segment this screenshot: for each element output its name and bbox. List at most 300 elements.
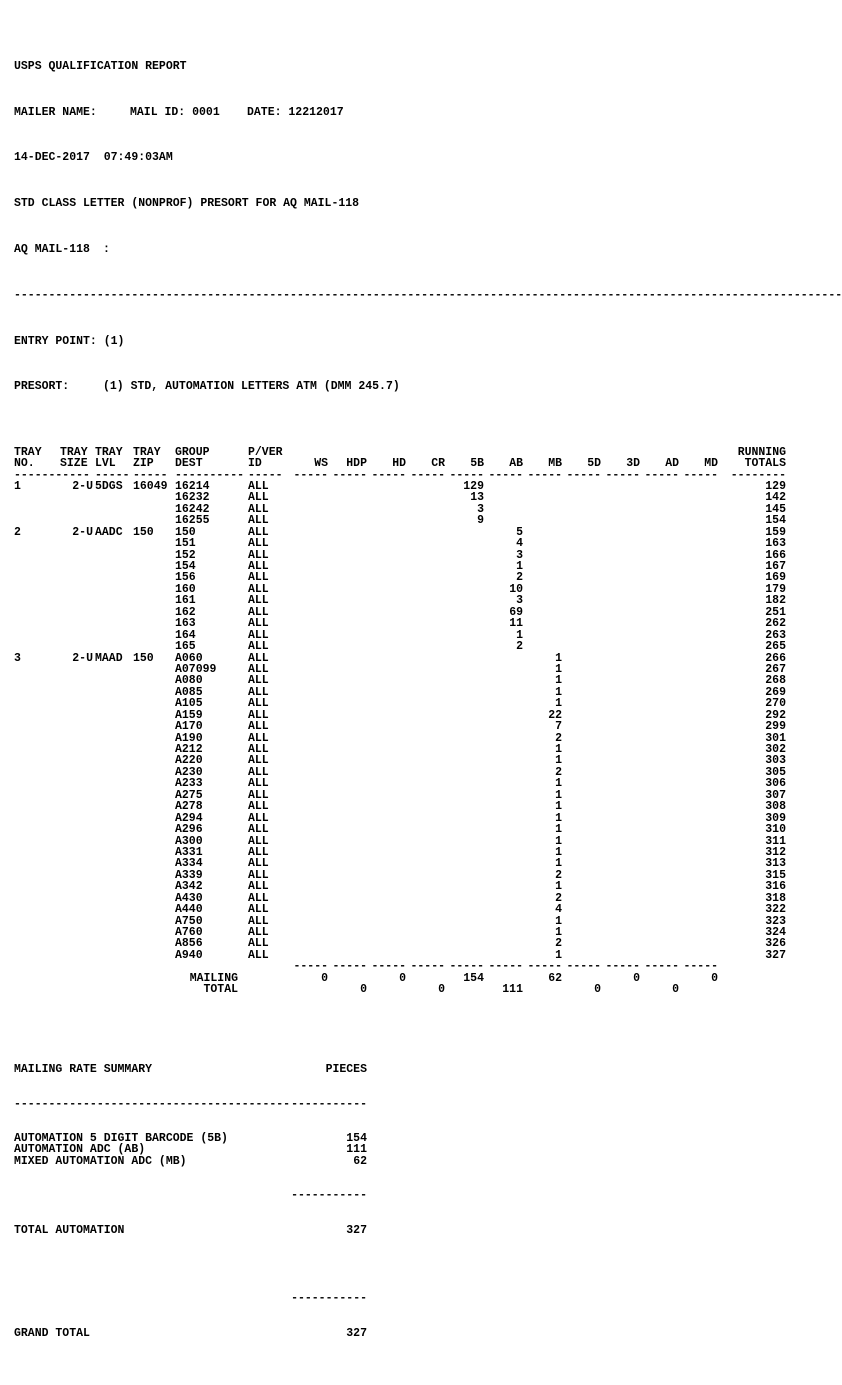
cell-5D [562, 698, 601, 709]
cell-group-dest: A339 [175, 868, 203, 882]
table-row [14, 790, 790, 801]
cell-tray-no [14, 687, 60, 698]
cell-MD [679, 572, 718, 583]
table-row [14, 618, 790, 629]
cell-pver-id: ALL [248, 479, 269, 493]
separator-cell: ----------- [14, 468, 90, 482]
cell-5D [562, 538, 601, 549]
cell-tray-no [14, 950, 60, 961]
table-row [14, 916, 790, 927]
cell-3D [601, 675, 640, 686]
cell-AD [640, 927, 679, 938]
cell-group-dest: A430 [175, 891, 203, 905]
cell-tray-lvl [95, 744, 133, 755]
cell-pver-id: ALL [248, 651, 269, 665]
cell-MB: 2 [555, 868, 562, 882]
cell-tray-size [60, 836, 95, 847]
cell-tray-no [14, 550, 60, 561]
cell-CR [406, 492, 445, 503]
cell-HD [367, 733, 406, 744]
cell-5D [562, 778, 601, 789]
cell-tray-size [60, 515, 95, 526]
cell-3D [601, 938, 640, 949]
cell-5D [562, 572, 601, 583]
cell-HD [367, 904, 406, 915]
summary-row-label: AUTOMATION ADC (AB) [14, 1143, 146, 1157]
cell-group-dest: 162 [175, 605, 196, 619]
cell-HDP [328, 881, 367, 892]
cell-5B [445, 630, 484, 641]
cell-MD [679, 824, 718, 835]
cell-tray-zip [133, 847, 175, 858]
cell-MD [679, 675, 718, 686]
header-cell: CR [431, 457, 445, 471]
total-cell-HDP: 0 [360, 983, 367, 997]
cell-HD [367, 527, 406, 538]
cell-HDP [328, 595, 367, 606]
cell-AB: 3 [516, 594, 523, 608]
cell-5D [562, 504, 601, 515]
cell-HD [367, 755, 406, 766]
cell-AB: 11 [509, 617, 523, 631]
cell-tray-lvl [95, 572, 133, 583]
total-cell-AD: 0 [672, 983, 679, 997]
cell-tray-no [14, 916, 60, 927]
cell-MB: 1 [555, 823, 562, 837]
cell-HD [367, 653, 406, 664]
cell-running-total: 163 [765, 537, 786, 551]
cell-pver-id: ALL [248, 685, 269, 699]
cell-AD [640, 675, 679, 686]
cell-5B [445, 824, 484, 835]
cell-MB: 1 [555, 926, 562, 940]
cell-HDP [328, 744, 367, 755]
separator-cell: ----- [527, 468, 562, 482]
header-cell: AB [509, 457, 523, 471]
cell-tray-zip [133, 550, 175, 561]
cell-tray-lvl [95, 550, 133, 561]
cell-tray-zip [133, 824, 175, 835]
cell-CR [406, 698, 445, 709]
cell-5B [445, 538, 484, 549]
cell-group-dest: A760 [175, 926, 203, 940]
cell-group-dest: A294 [175, 811, 203, 825]
table-row [14, 721, 790, 732]
cell-MD [679, 687, 718, 698]
cell-WS [289, 618, 328, 629]
cell-AB [484, 881, 523, 892]
total-cell-CR: 0 [438, 983, 445, 997]
cell-AD [640, 813, 679, 824]
separator-cell: ----- [605, 468, 640, 482]
cell-AD [640, 561, 679, 572]
cell-HD [367, 584, 406, 595]
cell-tray-zip [133, 630, 175, 641]
cell-3D [601, 813, 640, 824]
cell-CR [406, 721, 445, 732]
cell-CR [406, 893, 445, 904]
cell-5B [445, 801, 484, 812]
cell-HDP [328, 938, 367, 949]
cell-tray-lvl [95, 733, 133, 744]
pieces-column-label: PIECES [325, 1063, 367, 1077]
cell-MD [679, 550, 718, 561]
cell-CR [406, 481, 445, 492]
total-cell-AB: 111 [502, 983, 523, 997]
cell-running-total: 262 [765, 617, 786, 631]
cell-CR [406, 824, 445, 835]
cell-3D [601, 733, 640, 744]
header-cell: ZIP [133, 457, 154, 471]
cell-AB: 69 [509, 605, 523, 619]
cell-tray-lvl [95, 515, 133, 526]
cell-3D [601, 561, 640, 572]
cell-5B [445, 641, 484, 652]
cell-MB: 1 [555, 685, 562, 699]
cell-AD [640, 721, 679, 732]
cell-pver-id: ALL [248, 525, 269, 539]
cell-AD [640, 698, 679, 709]
cell-group-dest: 160 [175, 582, 196, 596]
cell-5B [445, 904, 484, 915]
separator-cell: ----- [332, 468, 367, 482]
cell-MB [523, 561, 562, 572]
cell-running-total: 311 [765, 834, 786, 848]
summary-row-value: 62 [353, 1154, 367, 1168]
cell-running-total: 154 [765, 514, 786, 528]
separator-cell: ----- [566, 960, 601, 974]
cell-tray-zip [133, 641, 175, 652]
cell-pver-id: ALL [248, 662, 269, 676]
cell-5B [445, 836, 484, 847]
cell-WS [289, 527, 328, 538]
cell-AB [484, 687, 523, 698]
cell-pver-id: ALL [248, 788, 269, 802]
cell-AB [484, 492, 523, 503]
cell-tray-no [14, 733, 60, 744]
cell-WS [289, 481, 328, 492]
cell-MB: 1 [555, 651, 562, 665]
summary-separator-right: ----------- [291, 1097, 367, 1111]
total-cell-WS: 0 [321, 971, 328, 985]
cell-MD [679, 938, 718, 949]
cell-MB: 7 [555, 720, 562, 734]
cell-3D [601, 721, 640, 732]
cell-5D [562, 687, 601, 698]
cell-tray-size [60, 790, 95, 801]
cell-AB: 2 [516, 640, 523, 654]
cell-tray-no [14, 847, 60, 858]
cell-tray-zip [133, 836, 175, 847]
cell-tray-zip [133, 572, 175, 583]
cell-5D [562, 584, 601, 595]
cell-HDP [328, 858, 367, 869]
cell-AD [640, 515, 679, 526]
cell-tray-no [14, 595, 60, 606]
table-row [14, 607, 790, 618]
cell-tray-no [14, 561, 60, 572]
table-row [14, 824, 790, 835]
summary-blank-line [14, 1259, 790, 1270]
cell-MB [523, 584, 562, 595]
cell-tray-no: 3 [14, 651, 21, 665]
cell-3D [601, 858, 640, 869]
cell-tray-size [60, 778, 95, 789]
cell-running-total: 179 [765, 582, 786, 596]
cell-WS [289, 904, 328, 915]
cell-3D [601, 778, 640, 789]
cell-pver-id: ALL [248, 754, 269, 768]
cell-pver-id: ALL [248, 731, 269, 745]
cell-MB: 1 [555, 834, 562, 848]
cell-HD [367, 687, 406, 698]
cell-running-total: 159 [765, 525, 786, 539]
cell-group-dest: 154 [175, 560, 196, 574]
cell-HDP [328, 778, 367, 789]
cell-tray-lvl [95, 492, 133, 503]
cell-WS [289, 653, 328, 664]
cell-3D [601, 687, 640, 698]
cell-pver-id: ALL [248, 640, 269, 654]
run-datetime: 14-DEC-2017 07:49:03AM [14, 151, 173, 165]
total-cell-MD: 0 [711, 971, 718, 985]
cell-AD [640, 938, 679, 949]
cell-WS [289, 641, 328, 652]
total-cell-MD [679, 984, 718, 995]
cell-tray-zip: 150 [133, 651, 154, 665]
cell-AD [640, 572, 679, 583]
table-row [14, 481, 790, 492]
cell-3D [601, 492, 640, 503]
cell-AD [640, 584, 679, 595]
cell-tray-size [60, 675, 95, 686]
cell-HD [367, 641, 406, 652]
cell-HDP [328, 767, 367, 778]
cell-group-dest: A190 [175, 731, 203, 745]
cell-AD [640, 916, 679, 927]
cell-5D [562, 653, 601, 664]
cell-CR [406, 504, 445, 515]
cell-MB [523, 618, 562, 629]
cell-HDP [328, 733, 367, 744]
table-row [14, 767, 790, 778]
cell-tray-size [60, 595, 95, 606]
cell-tray-lvl: AADC [95, 525, 123, 539]
table-row [14, 550, 790, 561]
cell-pver-id: ALL [248, 743, 269, 757]
cell-AB [484, 664, 523, 675]
cell-tray-no [14, 836, 60, 847]
cell-MB: 1 [555, 857, 562, 871]
cell-pver-id: ALL [248, 582, 269, 596]
separator-cell: ----- [293, 960, 328, 974]
cell-running-total: 308 [765, 800, 786, 814]
header-cell: MB [548, 457, 562, 471]
cell-HDP [328, 538, 367, 549]
cell-tray-size [60, 607, 95, 618]
cell-HD [367, 744, 406, 755]
cell-5B [445, 550, 484, 561]
header-cell: SIZE [60, 457, 88, 471]
total-cell-WS [289, 984, 328, 995]
cell-CR [406, 881, 445, 892]
cell-5B [445, 755, 484, 766]
cell-MD [679, 767, 718, 778]
separator-cell: ----- [566, 468, 601, 482]
mailing-total-label: TOTAL [203, 983, 238, 997]
cell-pver-id: ALL [248, 845, 269, 859]
cell-running-total: 267 [765, 662, 786, 676]
cell-group-dest: 16232 [175, 491, 210, 505]
cell-group-dest: 152 [175, 548, 196, 562]
cell-pver-id: ALL [248, 880, 269, 894]
mailing-total-label: MAILING [189, 971, 238, 985]
cell-AB: 1 [516, 560, 523, 574]
cell-MB: 2 [555, 891, 562, 905]
table-row [14, 572, 790, 583]
cell-tray-lvl [95, 641, 133, 652]
cell-3D [601, 664, 640, 675]
header-cell: DEST [175, 457, 203, 471]
cell-AD [640, 641, 679, 652]
cell-AB [484, 790, 523, 801]
cell-5B [445, 584, 484, 595]
cell-MD [679, 527, 718, 538]
cell-group-dest: A856 [175, 937, 203, 951]
cell-MD [679, 630, 718, 641]
cell-3D [601, 755, 640, 766]
table-header-row-2 [14, 458, 790, 469]
cell-5D [562, 744, 601, 755]
cell-5D [562, 881, 601, 892]
total-cell-MB: 62 [548, 971, 562, 985]
cell-tray-size [60, 561, 95, 572]
cell-MD [679, 641, 718, 652]
cell-WS [289, 733, 328, 744]
cell-tray-lvl [95, 881, 133, 892]
header-cell: AD [665, 457, 679, 471]
cell-CR [406, 664, 445, 675]
cell-tray-lvl [95, 790, 133, 801]
cell-AD [640, 893, 679, 904]
cell-MD [679, 607, 718, 618]
cell-MB: 1 [555, 754, 562, 768]
cell-running-total: 318 [765, 891, 786, 905]
cell-group-dest: 16214 [175, 479, 210, 493]
cell-running-total: 327 [765, 948, 786, 962]
header-cell: ID [248, 457, 262, 471]
cell-WS [289, 504, 328, 515]
cell-CR [406, 916, 445, 927]
cell-tray-zip [133, 561, 175, 572]
cell-HD [367, 664, 406, 675]
cell-tray-size [60, 721, 95, 732]
cell-HDP [328, 561, 367, 572]
cell-group-dest: A085 [175, 685, 203, 699]
cell-running-total: 269 [765, 685, 786, 699]
cell-group-dest: A07099 [175, 662, 217, 676]
cell-tray-lvl [95, 584, 133, 595]
cell-HDP [328, 527, 367, 538]
cell-HD [367, 595, 406, 606]
cell-AB [484, 870, 523, 881]
cell-tray-no [14, 824, 60, 835]
total-automation-label: TOTAL AUTOMATION [14, 1223, 125, 1237]
cell-pver-id: ALL [248, 720, 269, 734]
cell-running-total: 142 [765, 491, 786, 505]
header-cell: WS [314, 457, 328, 471]
cell-group-dest: 161 [175, 594, 196, 608]
summary-subtotal-separator [14, 1190, 790, 1201]
cell-AD [640, 755, 679, 766]
cell-tray-size [60, 698, 95, 709]
table-row [14, 653, 790, 664]
table-row [14, 584, 790, 595]
cell-tray-zip [133, 755, 175, 766]
cell-HDP [328, 824, 367, 835]
cell-MB [523, 607, 562, 618]
cell-tray-lvl [95, 618, 133, 629]
cell-3D [601, 607, 640, 618]
cell-group-dest: A334 [175, 857, 203, 871]
cell-group-dest: A170 [175, 720, 203, 734]
cell-running-total: 182 [765, 594, 786, 608]
cell-WS [289, 824, 328, 835]
cell-tray-lvl [95, 767, 133, 778]
cell-HDP [328, 572, 367, 583]
cell-group-dest: A220 [175, 754, 203, 768]
cell-MD [679, 561, 718, 572]
separator-cell: ----- [371, 468, 406, 482]
cell-HDP [328, 813, 367, 824]
cell-tray-lvl [95, 687, 133, 698]
cell-AD [640, 595, 679, 606]
cell-tray-zip [133, 664, 175, 675]
table-header-separator [14, 470, 790, 481]
cell-HDP [328, 801, 367, 812]
cell-CR [406, 790, 445, 801]
cell-5D [562, 927, 601, 938]
header-cell: NO. [14, 457, 35, 471]
cell-3D [601, 744, 640, 755]
cell-HDP [328, 492, 367, 503]
cell-3D [601, 904, 640, 915]
cell-tray-size [60, 858, 95, 869]
table-row [14, 904, 790, 915]
cell-HD [367, 813, 406, 824]
cell-tray-size [60, 538, 95, 549]
separator-cell: ----- [449, 468, 484, 482]
cell-AB [484, 824, 523, 835]
cell-AD [640, 687, 679, 698]
separator-cell: ----- [605, 960, 640, 974]
cell-AD [640, 824, 679, 835]
cell-MD [679, 858, 718, 869]
separator-cell: -------- [730, 468, 786, 482]
cell-HD [367, 481, 406, 492]
cell-3D [601, 595, 640, 606]
cell-5D [562, 618, 601, 629]
cell-AB [484, 778, 523, 789]
cell-tray-no [14, 675, 60, 686]
cell-3D [601, 881, 640, 892]
cell-tray-zip [133, 778, 175, 789]
cell-MB: 1 [555, 914, 562, 928]
cell-MD [679, 916, 718, 927]
cell-WS [289, 790, 328, 801]
cell-CR [406, 938, 445, 949]
cell-pver-id: ALL [248, 560, 269, 574]
